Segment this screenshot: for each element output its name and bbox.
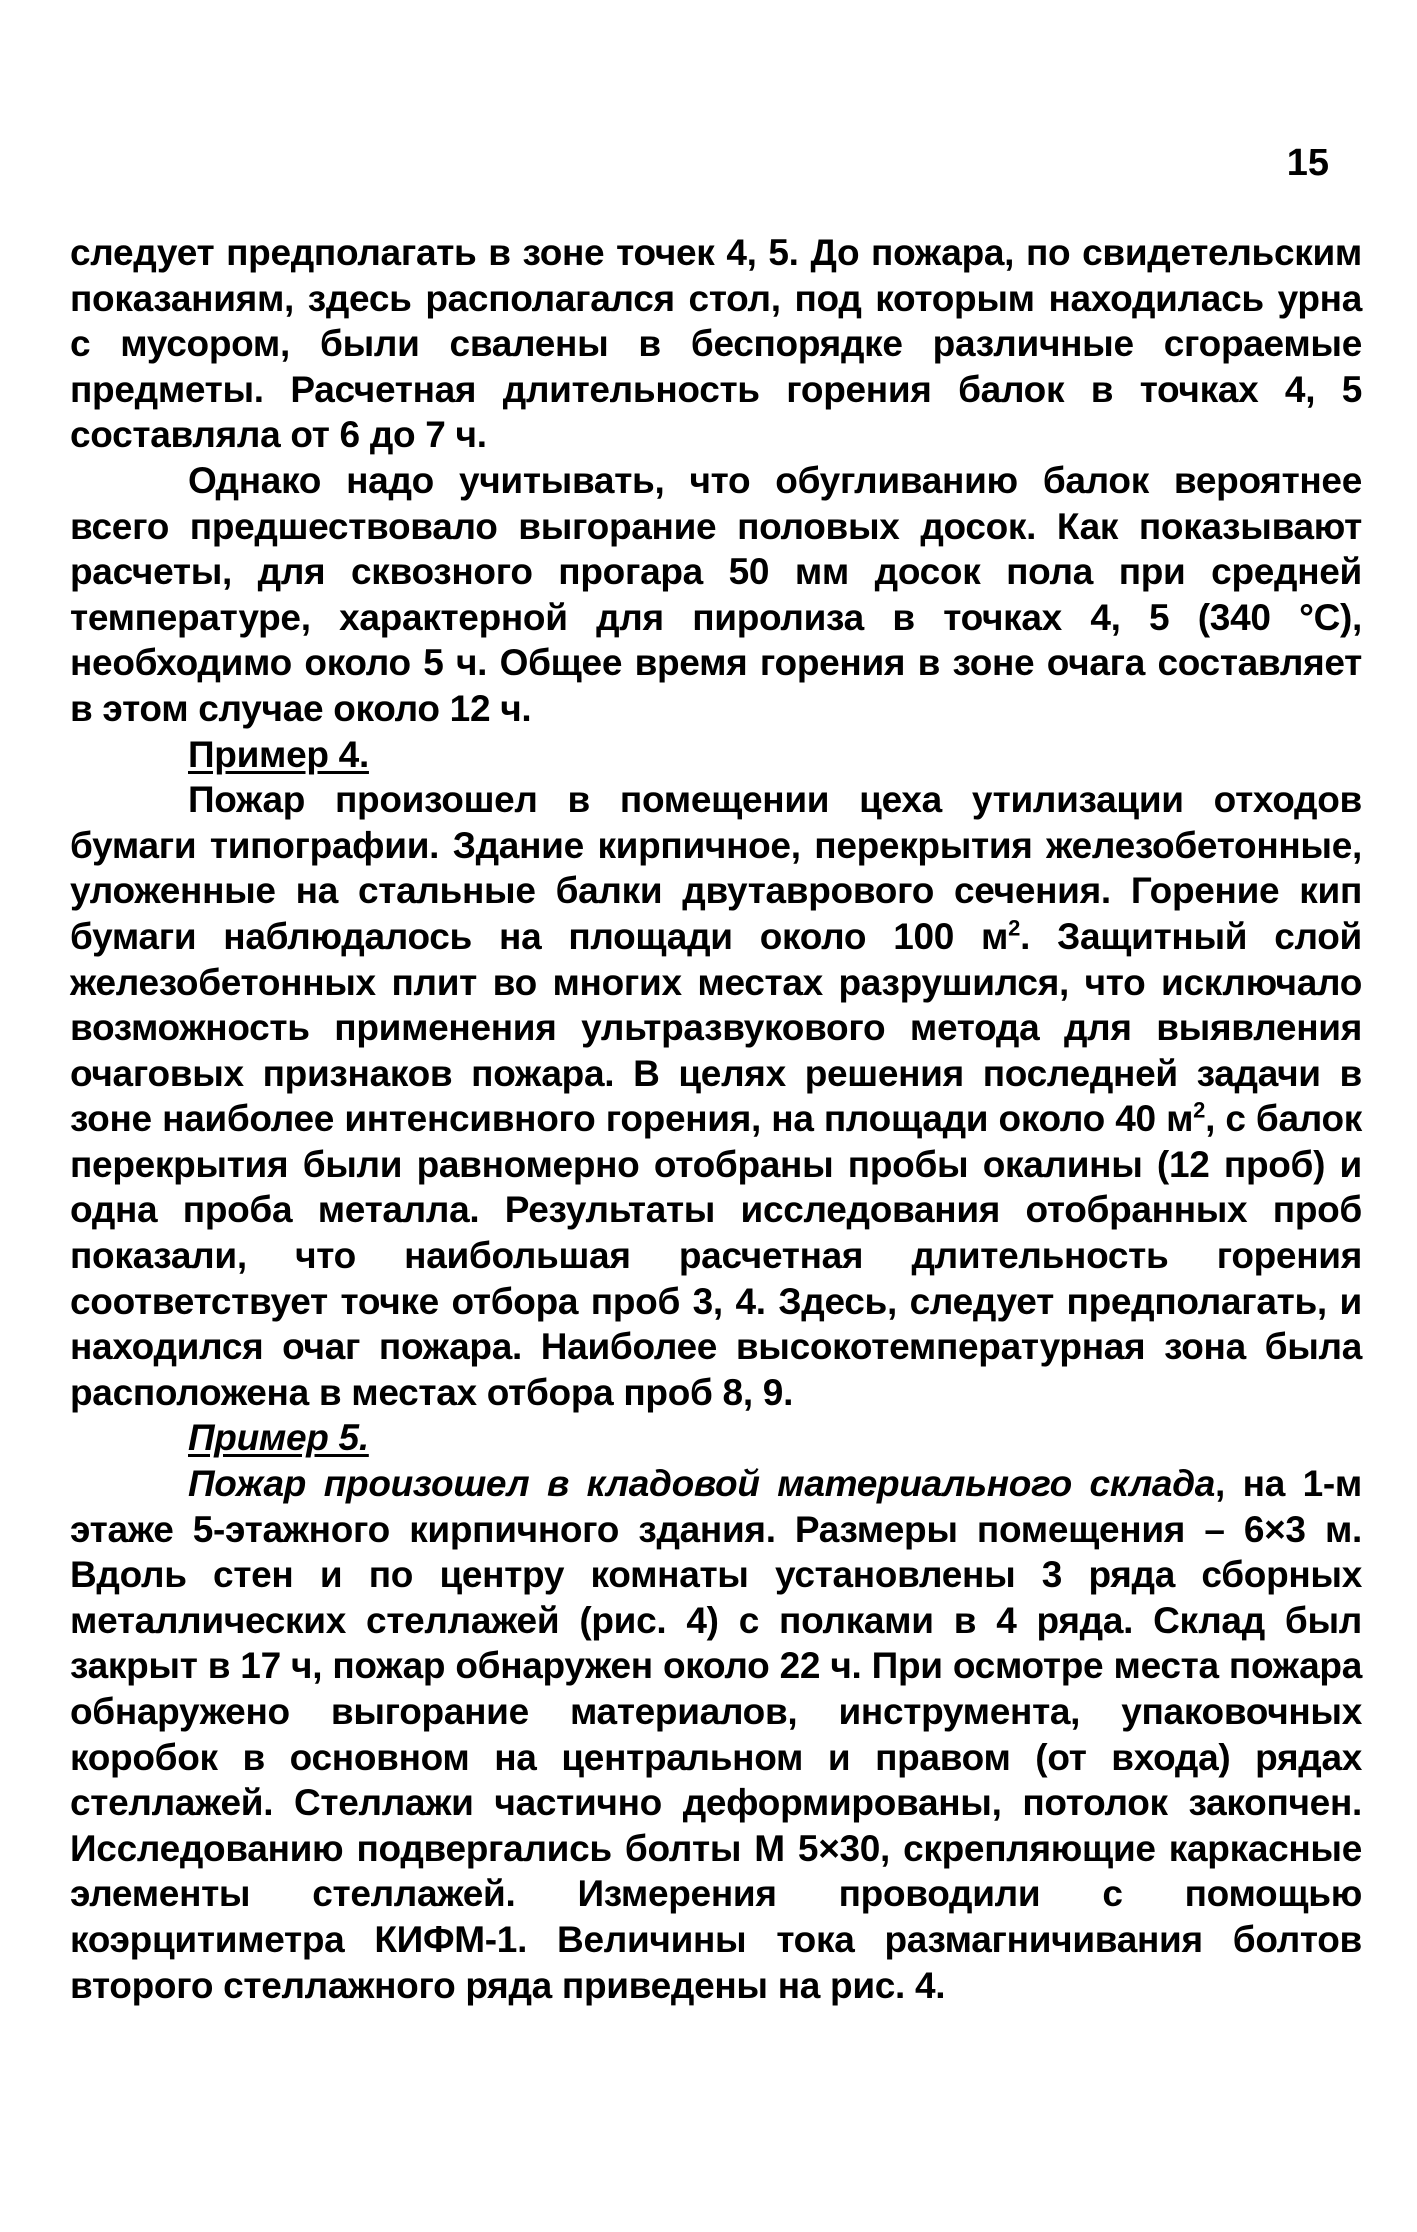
body-text bbox=[70, 230, 1362, 2008]
paragraph-3-part-c: , с балок перекрытия были равномерно отобраны пробы окалины (12 проб) и одна проба металла. Результаты исследования отобранных проб показали, что наибольшая расчетная длительность горения соответствует точке отбора проб 3, 4. Здесь, следует предполагать, и находился очаг пожара. Наиболее высокотемпературная зона была расположена в местах отбора проб 8, 9. bbox=[70, 1098, 1362, 1413]
paragraph-2: Однако надо учитывать, что обугливанию балок вероятнее всего предшествовало выгорание половых досок. Как показывают расчеты, для сквозного прогара 50 мм досок пола при средней температуре, характерной для пиролиза в точках 4, 5 (340 °С), необходимо около 5 ч. Общее время горения в зоне очага составляет в этом случае около 12 ч. bbox=[70, 459, 1362, 729]
paragraph-4-rest: , на 1-м этаже 5-этажного кирпичного здания. Размеры помещения – 6×3 м. Вдоль стен и по центру комнаты установлены 3 ряда сборных металлических стеллажей (рис. 4) с полками в 4 ряда. Склад был закрыт в 17 ч, пожар обнаружен около 22 ч. При осмотре места пожара обнаружено выгорание материалов, инструмента, упаковочных коробок в основном на центральном и правом (от входа) рядах стеллажей. Стеллажи частично деформированы, потолок закопчен. Исследованию подвергались болты М 5×30, скрепляющие каркасные элементы стеллажей. Измерения проводили с помощью коэрцитиметра КИФМ-1. Величины тока размагничивания болтов второго стеллажного ряда приведены на рис. 4. bbox=[70, 1463, 1362, 2006]
paragraph-4-italic-lead: Пожар произошел в кладовой материального склада bbox=[188, 1463, 1216, 1505]
paragraph-3-part-b: . Защитный слой железобетонных плит во многих местах разрушился, что исключало возможность применения ультразвукового метода для выявления очаговых признаков пожара. В целях решения последней задачи в зоне наиболее интенсивного горения, на площади около 40 м bbox=[70, 915, 1362, 1140]
page-number: 15 bbox=[1286, 142, 1329, 184]
example-5-heading: Пример 5. bbox=[188, 1417, 369, 1459]
paragraph-3-part-a: Пожар произошел в помещении цеха утилизации отходов бумаги типографии. Здание кирпичное, перекрытия железобетонные, уложенные на стальные балки двутаврового сечения. Горение кип бумаги наблюдалось на площади около 100 м bbox=[70, 779, 1362, 957]
paragraph-1: следует предполагать в зоне точек 4, 5. До пожара, по свидетельским показаниям, здесь располагался стол, под которым находилась урна с мусором, были свалены в беспорядке различные сгораемые предметы. Расчетная длительность горения балок в точках 4, 5 составляла от 6 до 7 ч. bbox=[70, 232, 1362, 456]
square-meter-superscript-1: 2 bbox=[1008, 915, 1021, 941]
paragraph-4 bbox=[70, 1461, 1362, 2008]
square-meter-superscript-2: 2 bbox=[1193, 1097, 1206, 1123]
example-4-heading: Пример 4. bbox=[188, 733, 369, 775]
paragraph-3 bbox=[70, 777, 1362, 1415]
